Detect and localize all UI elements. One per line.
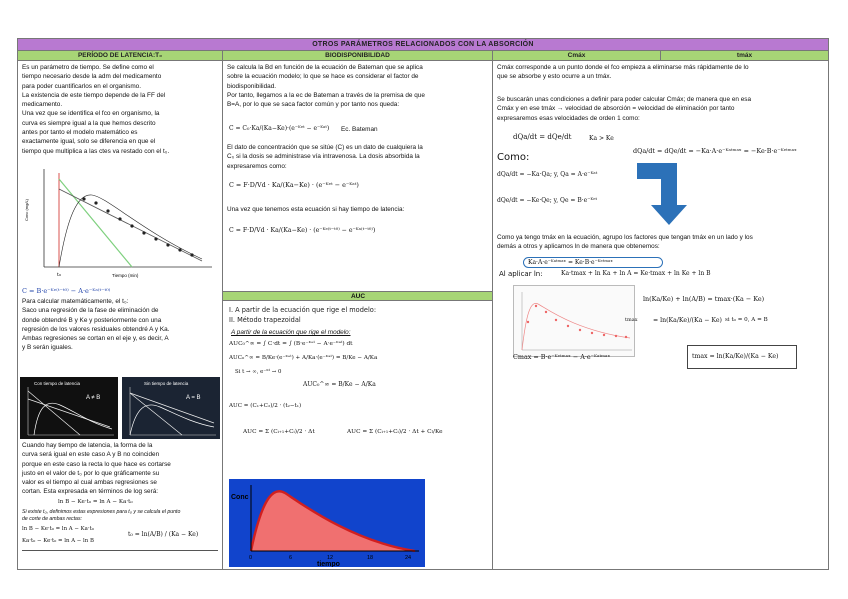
t0-equation-result: t₀ = ln(A/B) / (Ka − Ke) bbox=[128, 531, 199, 538]
bd-line: B=A, por lo que se saca factor común y por tanto nos queda: bbox=[227, 101, 400, 109]
blue-arrow bbox=[633, 159, 693, 229]
latency-column bbox=[18, 51, 223, 569]
thumb-left-label: A ≠ B bbox=[86, 395, 101, 401]
rates-full-equation: dQa/dt = dQe/dt = −Ka·A·e⁻ᴷᵃᵗᵐᵃˣ = −Ke·B·e⁻ᴷᵉᵗᵐᵃˣ bbox=[633, 147, 797, 155]
bioavailability-equation: C = F·D/Vd · Ka/(Ka−Ke) · (e⁻ᴷᵉᵗ − e⁻ᴷᵃᵗ) bbox=[229, 181, 359, 189]
bioavailability-latency-equation: C = F·D/Vd · Ka/(Ka−Ke) · (e⁻ᴷᵉ⁽ᵗ⁻ᵗ⁰⁾ − e⁻ᴷᵃ⁽ᵗ⁻ᵗ⁰⁾) bbox=[229, 227, 376, 234]
auc-tick: 12 bbox=[327, 555, 334, 561]
bioavailability-column bbox=[223, 51, 493, 569]
thumb-right-label: A = B bbox=[186, 395, 201, 401]
trapezoid-equation: AUC = (C₁+C₂)/2 · (t₂−t₁) bbox=[229, 403, 302, 409]
tmax-line: Como ya tengo tmáx en la ecuación, agrupo los factores que tengan tmáx en un lado y los bbox=[497, 234, 753, 241]
intro-line: curva es siempre igual a la que hemos descrito bbox=[22, 119, 156, 127]
como-label: Como: bbox=[497, 152, 530, 163]
tmax-boxed-equation: tmax = ln(Ka/Ke)/(Ka − Ke) bbox=[687, 345, 797, 369]
without-latency-thumbnail bbox=[122, 377, 220, 439]
t0-equation-b: Ka·t₀ − Ke·t₀ = ln A − ln B bbox=[22, 538, 94, 544]
sheet-title-banner: OTROS PARÁMETROS RELACIONADOS CON LA ABSORCIÓN bbox=[18, 39, 828, 51]
cmax-tmax-header bbox=[493, 51, 828, 61]
rates-equation: dQa/dt = dQe/dt bbox=[513, 133, 572, 141]
bd-line: Se calcula la Bd en función de la ecuación de Bateman que se aplica bbox=[227, 64, 423, 71]
cmax-line: expresaremos esas velocidades de orden 1 como: bbox=[497, 114, 640, 122]
auc-expansion: AUC₀^∞ = B/Ke·(e⁻ᴷᵉᵗ) + A/Ka·(e⁻ᴷᵃᵗ) = B/Ke − A/Ka bbox=[229, 355, 378, 361]
auc-tick: 24 bbox=[405, 555, 412, 561]
cmax-line: Cmáx corresponde a un punto donde el fco empieza a eliminarse más rápidamente de lo bbox=[497, 64, 749, 71]
intro-line: tiempo que multiplica a las ctes va restado con el t₀. bbox=[22, 147, 170, 155]
absorption-rate-equation: dQa/dt = −Ka·Qa; y, Qa = A·e⁻ᴷᵃᵗ bbox=[497, 171, 598, 178]
auc-sum-2: AUC = Σ (Cᵢ₊₁+Cᵢ)/2 · Δt + Cₗ/Ke bbox=[347, 429, 443, 435]
bateman-label: Ec. Bateman bbox=[341, 126, 378, 133]
bd-line: C₀ si la dosis se administrase vía intravenosa. La dosis absorbida la bbox=[227, 153, 420, 161]
ln-equation: Ka·tmax + ln Ka + ln A = Ke·tmax + ln Ke + ln B bbox=[561, 270, 711, 277]
latency-line: Cuando hay tiempo de latencia, la forma de la bbox=[22, 442, 153, 449]
auc-subtitle: A partir de la ecuación que rige el modelo: bbox=[231, 329, 351, 336]
intro-line: antes por tanto el modelo matemático es bbox=[22, 129, 138, 137]
auc-header: AUC bbox=[223, 291, 493, 301]
elimination-rate-equation: dQe/dt = −Ke·Qe; y, Qe = B·e⁻ᴷᵉᵗ bbox=[497, 197, 598, 204]
auc-chart-xlabel: tiempo bbox=[317, 561, 340, 567]
bd-line: sobre la ecuación modelo; lo que se hace es considerar el factor de bbox=[227, 73, 419, 81]
latency-calc bbox=[22, 297, 222, 353]
calc-line: Para calcular matemáticamente, el t₀: bbox=[22, 298, 129, 305]
intro-line: Es un parámetro de tiempo. Se define como el bbox=[22, 64, 154, 71]
intro-line: La existencia de este tiempo depende de la FF del bbox=[22, 91, 166, 99]
intro-line: para poder cuantificarlos en el organismo. bbox=[22, 82, 142, 90]
calc-line: y B serán iguales. bbox=[22, 344, 73, 352]
auc-sum-1: AUC = Σ (Cᵢ₊₁+Cᵢ)/2 · Δt bbox=[243, 429, 315, 435]
tmax-header: tmáx bbox=[736, 52, 753, 59]
auc-limit: Si t → ∞, e⁻ᴷᵗ → 0 bbox=[235, 369, 282, 375]
thumb-left-title: Con tiempo de latencia bbox=[34, 381, 81, 386]
cmax-line: Cmáx y en ese tmáx → velocidad de absorción = velocidad de eliminación por tanto bbox=[497, 105, 735, 113]
auc-integral: AUC₀^∞ = ∫ C·dt = ∫ (B·e⁻ᴷᵉᵗ − A·e⁻ᴷᵃᵗ) dt bbox=[229, 341, 353, 347]
tmax-line: demás a otros y aplicamos ln de manera que obtenemos: bbox=[497, 243, 660, 251]
bioavailability-header: BIODISPONIBILIDAD bbox=[223, 51, 492, 61]
bd-line: expresaremos como: bbox=[227, 162, 287, 170]
auc-method: I. A partir de la ecuación que rige el modelo: bbox=[229, 306, 377, 314]
bateman-equation: C = C₀·Ka/(Ka−Ke)·(e⁻ᴷᵉᵗ − e⁻ᴷᵃᵗ) bbox=[229, 125, 330, 132]
auc-curve-figure bbox=[229, 479, 425, 567]
calc-line: regresión de los valores residuales obtendré A y Ka. bbox=[22, 325, 170, 333]
latency-graph bbox=[22, 159, 216, 284]
auc-result: AUC₀^∞ = B/Ke − A/Ka bbox=[303, 381, 376, 388]
note-line: Si existe t₀, definimos estas expresiones para t₀ y se calcula el punto bbox=[22, 509, 181, 515]
bioavailability-intro bbox=[227, 63, 491, 109]
thumb-right-title: Sin tiempo de latencia bbox=[144, 381, 189, 386]
small-note bbox=[22, 509, 222, 523]
bioavailability-dose bbox=[227, 143, 491, 171]
graph-t0-label: t₀ bbox=[57, 272, 62, 278]
summary-sheet bbox=[17, 38, 829, 570]
bd-line: Por tanto, llegamos a la ec de Bateman a través de la premisa de que bbox=[227, 91, 425, 99]
tmax-plot bbox=[513, 285, 635, 357]
latency-header: PERÍODO DE LATENCIA:T₀ bbox=[18, 51, 222, 61]
tmax-derivation-note: si t₀ = 0, A = B bbox=[725, 317, 768, 323]
graph-xlabel: Tiempo (min) bbox=[112, 273, 139, 278]
graph-ylabel: Conc (mg/L) bbox=[24, 198, 29, 221]
bd-line: El dato de concentración que se sitúe (C) es un dato de cualquiera la bbox=[227, 144, 423, 151]
bd-line: biodisponibilidad. bbox=[227, 82, 277, 90]
equation-underline bbox=[22, 550, 218, 551]
intro-line: tiempo necesario desde la adm del medicamento bbox=[22, 73, 162, 81]
auc-tick: 18 bbox=[367, 555, 374, 561]
cmax-definition bbox=[497, 63, 825, 82]
calc-line: Ambas regresiones se cortan en el eje y, es decir, A bbox=[22, 335, 169, 343]
auc-chart-ylabel: Conc bbox=[231, 494, 249, 501]
al-aplicar-label: Al aplicar ln: bbox=[499, 270, 543, 278]
log-equation: ln B − Ke·t₀ = ln A − Ka·t₀ bbox=[58, 499, 133, 505]
with-latency-thumbnail bbox=[20, 377, 118, 439]
latency-line: curva será igual en este caso A y B no coinciden bbox=[22, 451, 160, 459]
latency-line: valor es el tiempo al cual ambas regresiones se bbox=[22, 479, 157, 487]
cmax-column bbox=[493, 51, 828, 569]
auc-tick: 6 bbox=[289, 555, 293, 561]
equal-rates-equation: Ka·A·e⁻ᴷᵃᵗᵐᵃˣ = Ke·B·e⁻ᴷᵉᵗᵐᵃˣ bbox=[523, 257, 663, 268]
auc-method: II. Método trapezoidal bbox=[229, 316, 301, 324]
latency-line: porque en este caso la recta lo que hace es cortarse bbox=[22, 460, 171, 468]
cmax-line: Se buscarán unas condiciones a definir para poder calcular Cmáx; de manera que en esa bbox=[497, 96, 752, 103]
calc-line: donde obtendré B y Ke y posteriormente con una bbox=[22, 316, 162, 324]
note-line: de corte de ambas rectas: bbox=[22, 516, 82, 522]
tmax-derivation-2: = ln(Ka/Ke)/(Ka − Ke) bbox=[653, 317, 722, 324]
tmax-symbol: tmax bbox=[625, 317, 638, 323]
latency-line: cortan. Esta expresada en términos de log será: bbox=[22, 488, 159, 496]
latency-explanation bbox=[22, 441, 222, 497]
cmax-header: Cmáx bbox=[493, 51, 661, 60]
intro-line: Una vez que se identifica el fco en organismo, la bbox=[22, 110, 160, 118]
tmax-derivation-1: ln(Ka/Ke) + ln(A/B) = tmax·(Ka − Ke) bbox=[643, 295, 765, 303]
intro-line: exactamente igual, solo se diferencia en que el bbox=[22, 138, 156, 146]
cmax-equation: Cmax = B·e⁻ᴷᵉᵗᵐᵃˣ − A·e⁻ᴷᵃᵗᵐᵃˣ bbox=[513, 353, 611, 361]
intro-line: medicamento. bbox=[22, 101, 63, 109]
latency-line: justo en el valor de t₀ por lo que gráficamente su bbox=[22, 469, 160, 477]
latency-sentence: Una vez que tenemos esta ecuación si hay tiempo de latencia: bbox=[227, 206, 405, 213]
tmax-grouping bbox=[497, 233, 825, 252]
t0-equation-a: ln B − Ke·t₀ = ln A − Ka·t₀ bbox=[22, 526, 94, 532]
auc-methods bbox=[229, 305, 491, 325]
latency-intro bbox=[22, 63, 222, 156]
auc-tick: 0 bbox=[249, 555, 253, 561]
ka-ke-relation: Ka > Ke bbox=[589, 135, 614, 142]
cmax-line: que se absorbe y esto ocurre a un tmáx. bbox=[497, 73, 612, 81]
latency-model-equation: C = B·e⁻ᴷᵉ⁽ᵗ⁻ᵗ⁰⁾ − A·e⁻ᴷᵃ⁽ᵗ⁻ᵗ⁰⁾ bbox=[22, 287, 111, 295]
calc-line: Saco una regresión de la fase de eliminación de bbox=[22, 307, 159, 315]
cmax-conditions bbox=[497, 95, 825, 123]
